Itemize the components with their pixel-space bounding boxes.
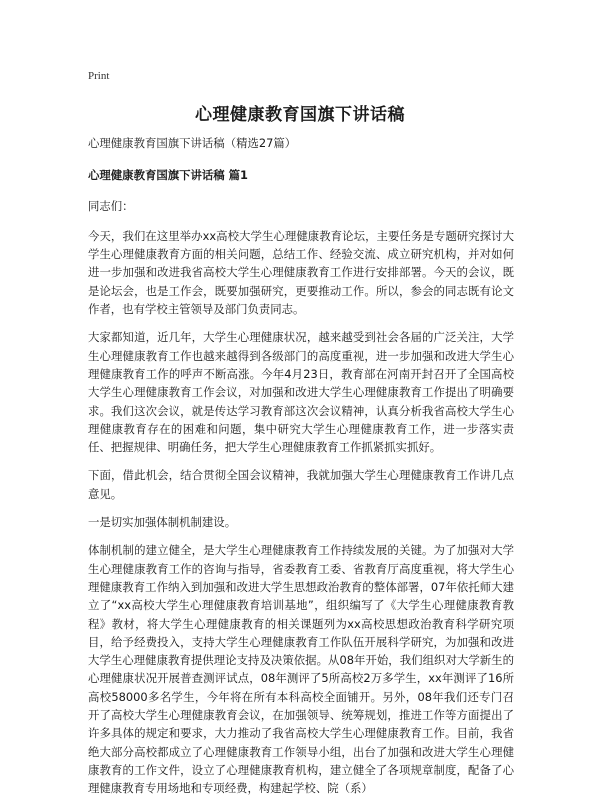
section-heading: 心理健康教育国旗下讲话稿 篇1 (88, 168, 248, 183)
paragraph: 一是切实加强体制机制建设。 (88, 515, 237, 530)
document-body (88, 134, 514, 808)
greeting: 同志们： (88, 198, 134, 213)
paragraph: 下面，借此机会，结合贯彻全国会议精神，我就加强大学生心理健康教育工作讲几点意见。 (88, 468, 514, 501)
document-subtitle: 心理健康教育国旗下讲话稿（精选27篇） (88, 136, 297, 150)
paragraph: 体制机制的建立健全，是大学生心理健康教育工作持续发展的关键。为了加强对大学生心理健康教育工作的咨询与指导，省委教育工委、省教育厅高度重视，将大学生心理健康教育工作纳入到加强和改进大学生思想政治教育的整体部署，07年依托师大建立了“xx高校大学生心理健康教育培训基地”，组织编写了《大学生心理健康教育教程》教材，将大学生心理健康教育的相关课题列为xx高校思想政治教育科学研究项目，给予经费投入，支持大学生心理健康教育工作队伍开展科学研究，为加强和改进大学生心理健康教育提供理论支持及决策依据。从08年开始，我们组织对大学新生的心理健康状况开展普查测评试点，08年测评了5所高校2万多学生，xx年测评了16所高校58000多名学生，今年将在所有本科高校全面铺开。另外，08年我们还专门召开了高校大学生心理健康教育会议，在加强领导、统筹规划，推进工作等方面提出了许多具体的规定和要求，大力推动了我省高校大学生心理健康教育工作。目前，我省绝大部分高校都成立了心理健康教育工作领导小组，出台了加强和改进大学生心理健康教育的工作文件，设立了心理健康教育机构，建立健全了各项规章制度，配备了心理健康教育专用场地和专项经费，构建起学校、院（系） (88, 543, 514, 796)
print-label: Print (88, 70, 110, 82)
document-title: 心理健康教育国旗下讲话稿 (195, 105, 405, 125)
paragraph: 大家都知道，近几年，大学生心理健康状况，越来越受到社会各届的广泛关注，大学生心理健康教育工作也越来越得到各级部门的高度重视，进一步加强和改进大学生心理健康教育工作的呼声不断高涨。今年4月23日，教育部在河南开封召开了全国高校大学生心理健康教育工作会议，对加强和改进大学生心理健康教育工作提出了明确要求。我们这次会议，就是传达学习教育部这次会议精神，认真分析我省高校大学生心理健康教育存在的困难和问题，集中研究大学生心理健康教育工作，进一步落实责任、把握规律、明确任务，把大学生心理健康教育工作抓紧抓实抓好。 (88, 330, 514, 455)
paragraph: 今天，我们在这里举办xx高校大学生心理健康教育论坛，主要任务是专题研究探讨大学生心理健康教育方面的相关问题，总结工作、经验交流、成立研究机构，并对如何进一步加强和改进我省高校大学生心理健康教育工作进行安排部署。今天的会议，既是论坛会，也是工作会，既要加强研究，更要推动工作。所以，参会的同志既有论文作者，也有学校主管领导及部门负责同志。 (88, 228, 514, 317)
